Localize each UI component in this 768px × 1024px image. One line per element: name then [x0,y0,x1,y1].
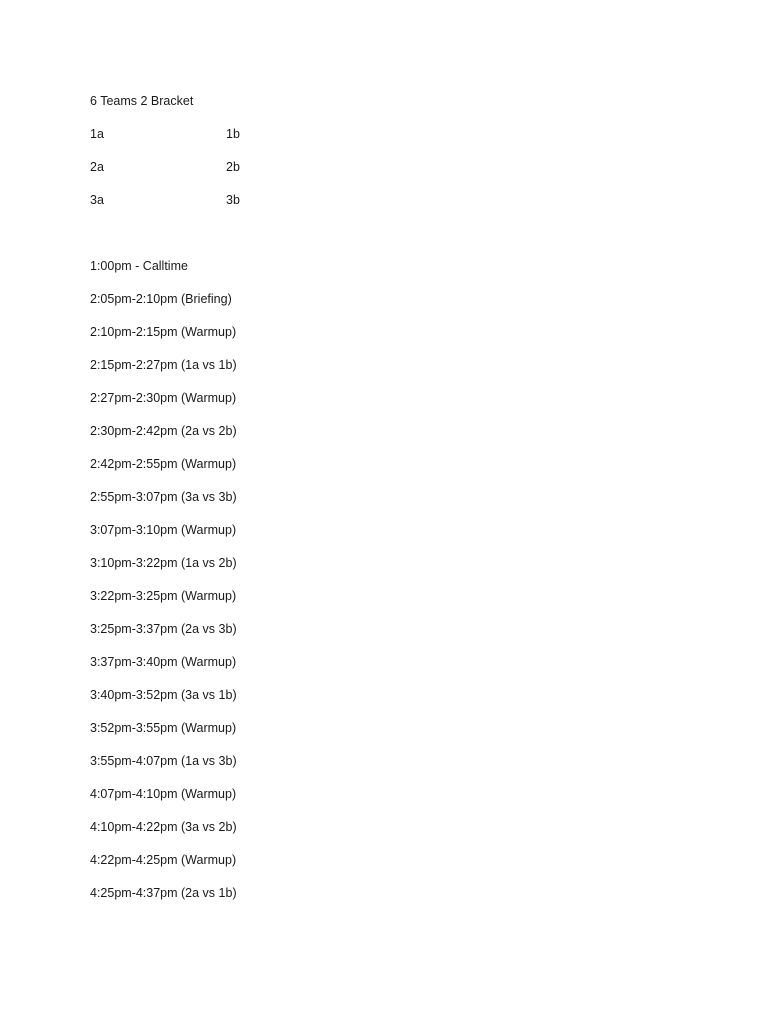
schedule-item: 2:42pm-2:55pm (Warmup) [90,457,237,471]
bracket-team-b: 2b [226,160,240,174]
schedule-item: 2:10pm-2:15pm (Warmup) [90,325,237,339]
schedule-item: 4:10pm-4:22pm (3a vs 2b) [90,820,237,834]
schedule-item: 3:10pm-3:22pm (1a vs 2b) [90,556,237,570]
blank-line [90,225,690,258]
document-page [90,93,690,918]
schedule-item: 2:55pm-3:07pm (3a vs 3b) [90,490,237,504]
schedule-item: 4:25pm-4:37pm (2a vs 1b) [90,886,237,900]
bracket-team-a: 3a [90,193,104,207]
schedule-item: 3:37pm-3:40pm (Warmup) [90,655,237,669]
schedule-item: 4:07pm-4:10pm (Warmup) [90,787,237,801]
schedule-item: 4:22pm-4:25pm (Warmup) [90,853,237,867]
schedule-item: 2:30pm-2:42pm (2a vs 2b) [90,424,237,438]
bracket-team-a: 2a [90,160,104,174]
bracket-row [90,192,690,225]
schedule-item: 2:27pm-2:30pm (Warmup) [90,391,237,405]
bracket-team-a: 1a [90,127,104,141]
schedule-item: 3:55pm-4:07pm (1a vs 3b) [90,754,237,768]
bracket-row [90,126,690,159]
schedule-item: 3:40pm-3:52pm (3a vs 1b) [90,688,237,702]
document-title: 6 Teams 2 Bracket [90,94,194,108]
bracket-row [90,159,690,192]
schedule-item: 3:52pm-3:55pm (Warmup) [90,721,237,735]
schedule-list [90,258,690,918]
schedule-item: 3:07pm-3:10pm (Warmup) [90,523,237,537]
schedule-item: 2:15pm-2:27pm (1a vs 1b) [90,358,237,372]
schedule-item: 2:05pm-2:10pm (Briefing) [90,292,232,306]
schedule-item: 3:22pm-3:25pm (Warmup) [90,589,237,603]
schedule-item: 1:00pm - Calltime [90,259,188,273]
bracket-team-b: 3b [226,193,240,207]
bracket-team-b: 1b [226,127,240,141]
schedule-item: 3:25pm-3:37pm (2a vs 3b) [90,622,237,636]
